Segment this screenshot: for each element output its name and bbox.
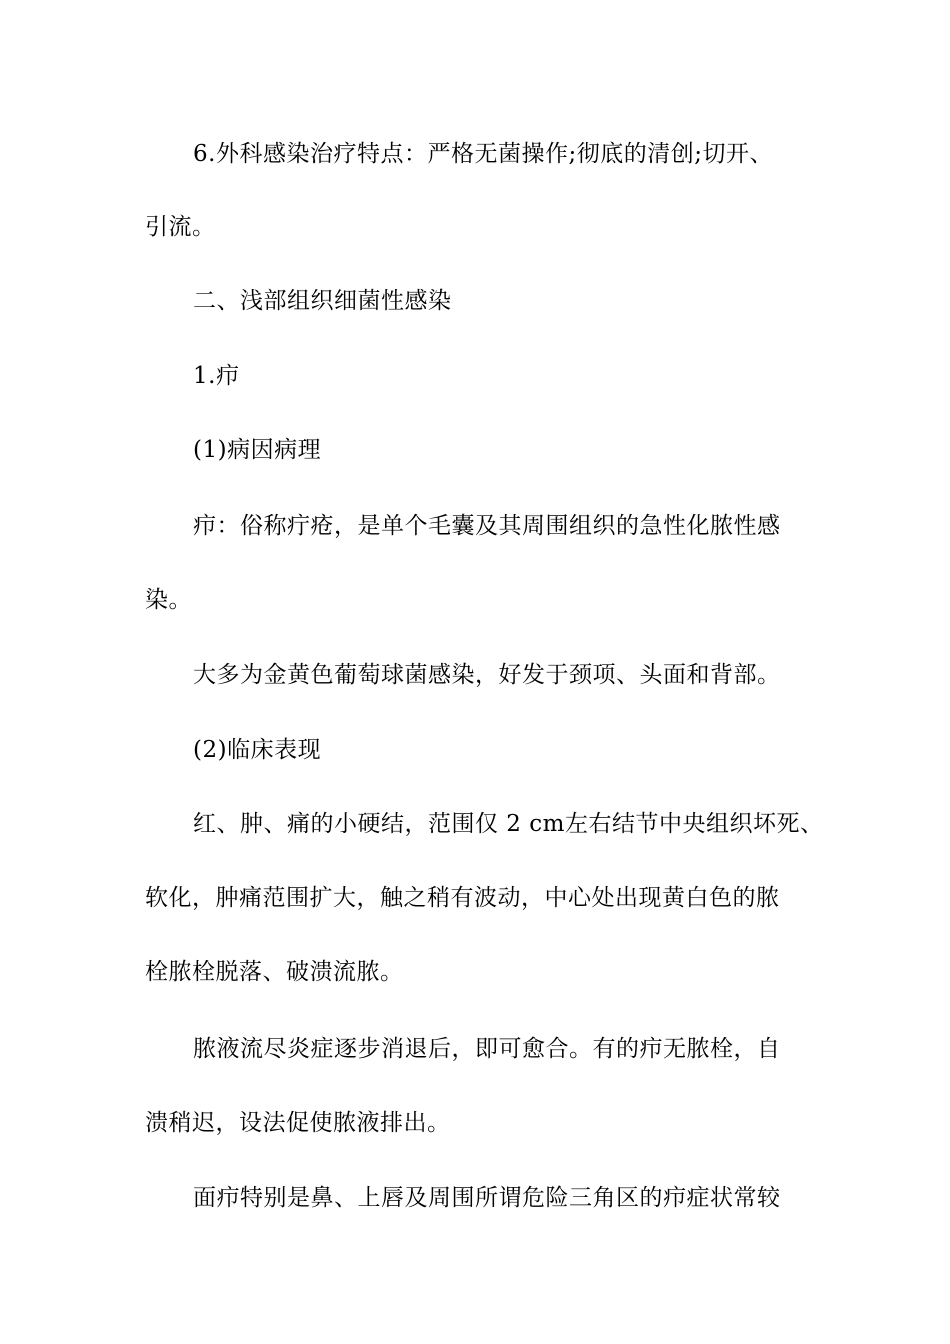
paragraph-line: 疖：俗称疔疮，是单个毛囊及其周围组织的急性化脓性感	[193, 513, 781, 539]
paragraph-line: 面疖特别是鼻、上唇及周围所谓危险三角区的疖症状常较	[193, 1185, 781, 1211]
subheading: (2)临床表现	[193, 737, 322, 763]
paragraph-line: 溃稍迟，设法促使脓液排出。	[145, 1110, 451, 1136]
paragraph-line: 6.外科感染治疗特点：严格无菌操作;彻底的清创;切开、	[193, 141, 773, 167]
subsection-heading: 1.疖	[193, 363, 240, 389]
paragraph-line: 脓液流尽炎症逐步消退后，即可愈合。有的疖无脓栓，自	[193, 1036, 781, 1062]
paragraph-line: 引流。	[145, 214, 216, 240]
subheading: (1)病因病理	[193, 437, 322, 463]
paragraph-line: 栓脓栓脱落、破溃流脓。	[145, 959, 404, 985]
section-heading: 二、浅部组织细菌性感染	[193, 288, 452, 314]
paragraph-line: 红、肿、痛的小硬结，范围仅 2 cm左右结节中央组织坏死、	[193, 811, 824, 837]
paragraph-line: 软化，肿痛范围扩大，触之稍有波动，中心处出现黄白色的脓	[145, 885, 780, 911]
paragraph-line: 染。	[145, 587, 192, 613]
paragraph-line: 大多为金黄色葡萄球菌感染，好发于颈项、头面和背部。	[193, 662, 781, 688]
